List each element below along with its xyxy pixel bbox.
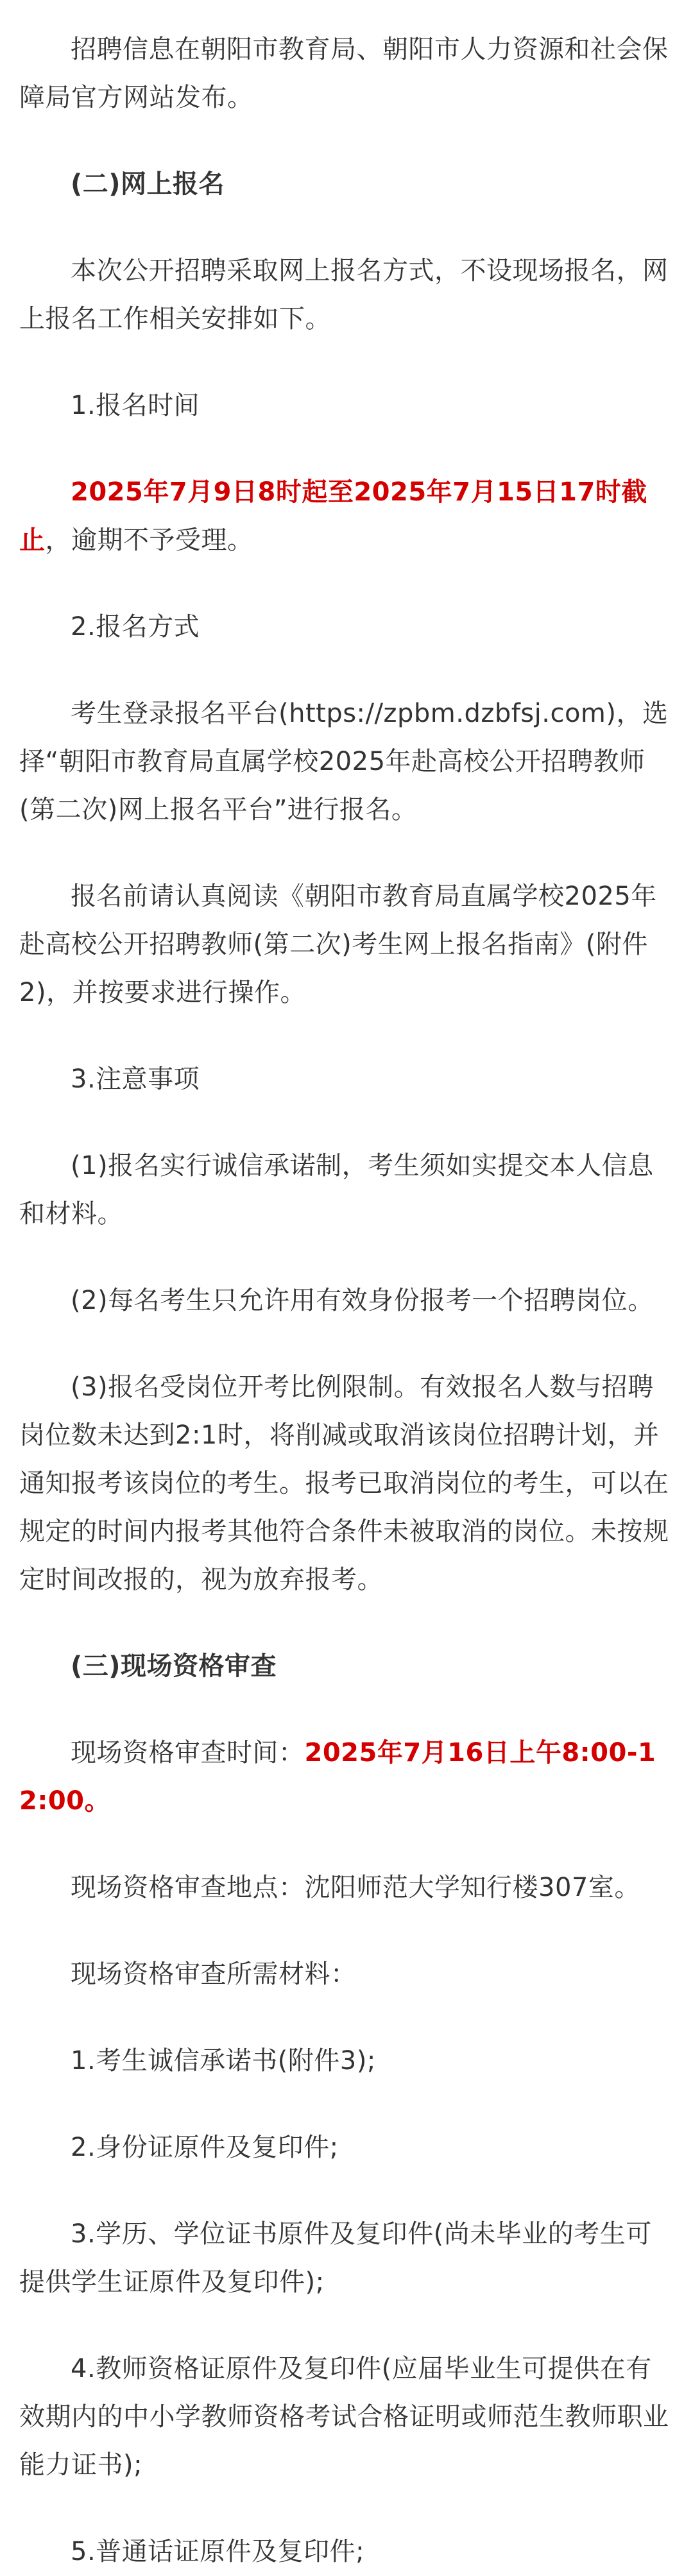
paragraph-registration-guide: 报名前请认真阅读《朝阳市教育局直属学校2025年赴高校公开招聘教师(第二次)考生网上报名指南》(附件2)，并按要求进行操作。 bbox=[19, 882, 657, 1007]
list-item-material-2: 2.身份证原件及复印件; bbox=[71, 2133, 339, 2162]
paragraph-note-2: (2)每名考生只允许用有效身份报考一个招聘岗位。 bbox=[71, 1286, 654, 1315]
review-time-label: 现场资格审查时间： bbox=[71, 1738, 305, 1768]
section-heading-online-registration: (二)网上报名 bbox=[71, 169, 225, 199]
paragraph-review-materials-intro: 现场资格审查所需材料： bbox=[71, 1959, 357, 1989]
paragraph-registration-time bbox=[19, 468, 674, 565]
review-time-tail: 。 bbox=[84, 1786, 110, 1816]
paragraph-review-location: 现场资格审查地点：沈阳师范大学知行楼307室。 bbox=[71, 1873, 640, 1902]
paragraph-publish-notice: 招聘信息在朝阳市教育局、朝阳市人力资源和社会保障局官方网站发布。 bbox=[19, 35, 669, 112]
list-item-material-5: 5.普通话证原件及复印件; bbox=[71, 2537, 365, 2566]
review-time-highlight: 2025年7月16日上午8:00-12:00 bbox=[19, 1738, 656, 1816]
paragraph-registration-platform: 考生登录报名平台(https://zpbm.dzbfsj.com)，选择“朝阳市教育局直属学校2025年赴高校公开招聘教师(第二次)网上报名平台”进行报名。 bbox=[19, 699, 669, 824]
paragraph-review-time bbox=[19, 1729, 674, 1825]
subheading-notes: 3.注意事项 bbox=[71, 1064, 200, 1094]
paragraph-note-1: (1)报名实行诚信承诺制，考生须如实提交本人信息和材料。 bbox=[19, 1151, 654, 1229]
paragraph-note-3: (3)报名受岗位开考比例限制。有效报名人数与招聘岗位数未达到2:1时，将削减或取消该岗位招聘计划，并通知报考该岗位的考生。报考已取消岗位的考生，可以在规定的时间内报考其他符合条件未被取消的岗位。未按规定时间改报的，视为放弃报考。 bbox=[19, 1372, 669, 1594]
list-item-material-4: 4.教师资格证原件及复印件(应届毕业生可提供在有效期内的中小学教师资格考试合格证明或师范生教师职业能力证书); bbox=[19, 2354, 669, 2480]
list-item-material-1: 1.考生诚信承诺书(附件3); bbox=[71, 2046, 376, 2076]
subheading-registration-time: 1.报名时间 bbox=[71, 391, 200, 420]
registration-time-rest: ，逾期不予受理。 bbox=[45, 525, 253, 555]
list-item-material-3: 3.学历、学位证书原件及复印件(尚未毕业的考生可提供学生证原件及复印件); bbox=[19, 2219, 652, 2297]
subheading-registration-way: 2.报名方式 bbox=[71, 612, 200, 642]
section-heading-onsite-review: (三)现场资格审查 bbox=[71, 1651, 277, 1681]
registration-time-highlight: 2025年7月9日8时起至2025年7月15日17时截止 bbox=[19, 477, 647, 555]
paragraph-registration-method-intro: 本次公开招聘采取网上报名方式，不设现场报名，网上报名工作相关安排如下。 bbox=[19, 256, 669, 334]
